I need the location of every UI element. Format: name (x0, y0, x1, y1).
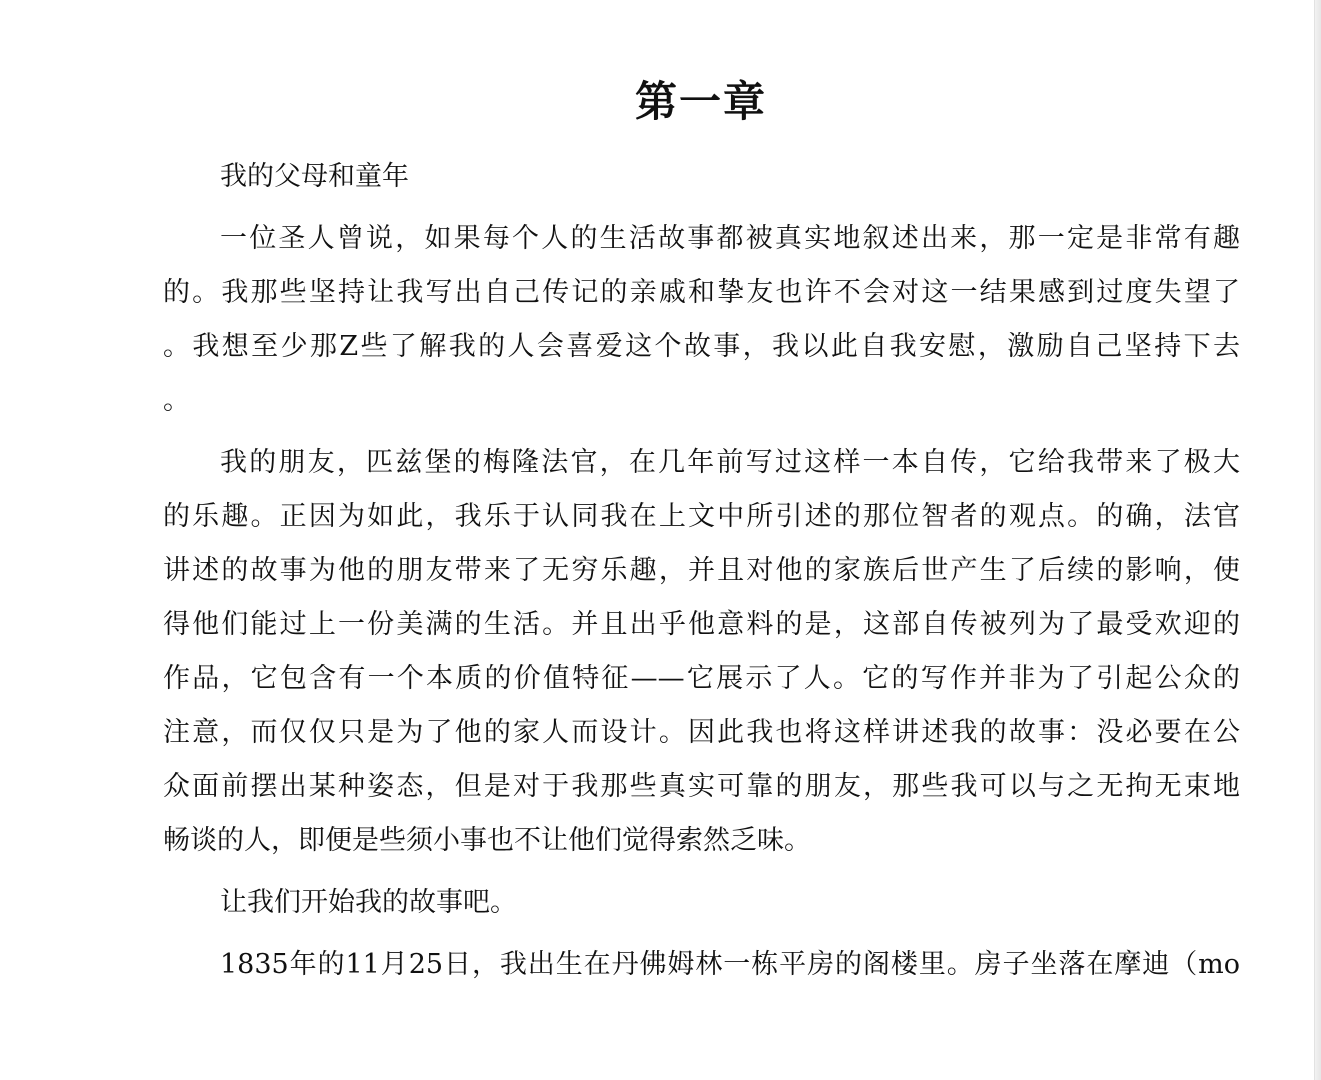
section-title: 我的父母和童年 (220, 161, 409, 192)
document-body (163, 150, 1240, 992)
text-line: 。我想至少那Z些了解我的人会喜爱这个故事，我以此自我安慰，激励自己坚持下去 (163, 331, 1240, 362)
text-line: 作品，它包含有一个本质的价值特征——它展示了人。它的写作并非为了引起公众的 (163, 663, 1240, 694)
text-line: 。 (163, 385, 190, 416)
text-line: 得他们能过上一份美满的生活。并且出乎他意料的是，这部自传被列为了最受欢迎的 (163, 609, 1240, 640)
text-line: 讲述的故事为他的朋友带来了无穷乐趣，并且对他的家族后世产生了后续的影响，使 (163, 555, 1240, 586)
text-line: 众面前摆出某种姿态，但是对于我那些真实可靠的朋友，那些我可以与之无拘无束地 (163, 771, 1240, 802)
paragraph-1 (163, 212, 1240, 428)
text-line: 的。我那些坚持让我写出自己传记的亲戚和挚友也许不会对这一结果感到过度失望了 (163, 277, 1240, 308)
text-line: 注意，而仅仅只是为了他的家人而设计。因此我也将这样讲述我的故事：没必要在公 (163, 717, 1240, 748)
page-edge-shadow (1314, 0, 1321, 1080)
text-line: 畅谈的人，即便是些须小事也不让他们觉得索然乏味。 (163, 825, 811, 856)
text-line: 我的朋友，匹兹堡的梅隆法官，在几年前写过这样一本自传，它给我带来了极大 (220, 447, 1240, 478)
paragraph-2 (163, 436, 1240, 868)
paragraph-3: 让我们开始我的故事吧。 (220, 887, 517, 918)
chapter-title: 第一章 (634, 77, 767, 126)
text-line: 一位圣人曾说，如果每个人的生活故事都被真实地叙述出来，那一定是非常有趣 (220, 223, 1240, 254)
paragraph-4: 1835年的11月25日，我出生在丹佛姆林一栋平房的阁楼里。房子坐落在摩迪（mo (220, 949, 1240, 980)
text-line: 的乐趣。正因为如此，我乐于认同我在上文中所引述的那位智者的观点。的确，法官 (163, 501, 1240, 532)
